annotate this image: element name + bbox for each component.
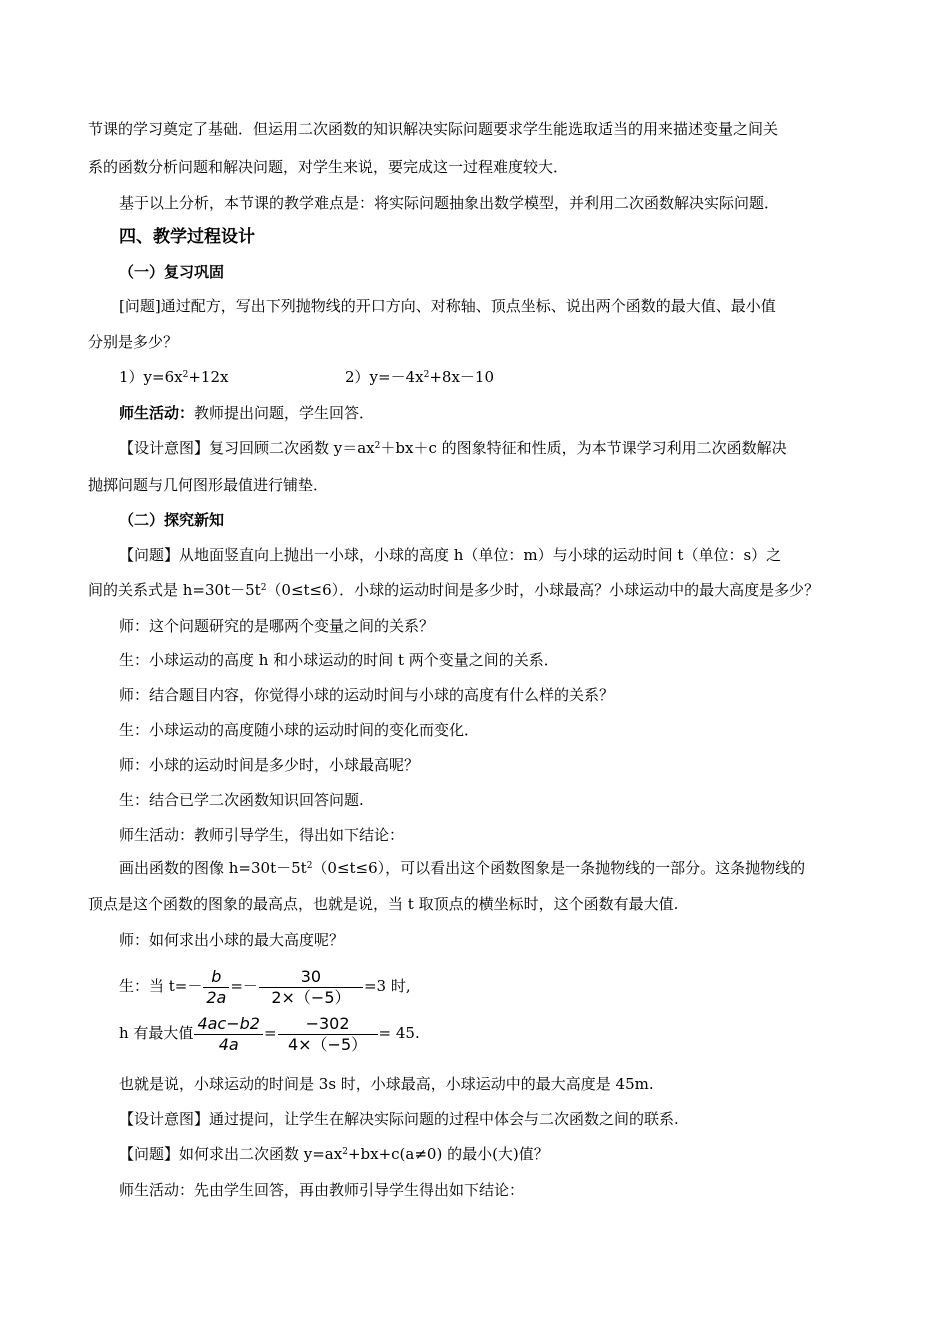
question-line: 【问题】如何求出二次函数 $y=ax^2+bx+c(a\ne 0)$ 的最小(大)值？ xyxy=(119,1145,549,1163)
equation-2: $2)y=-4x^2+8x-10$ xyxy=(345,368,494,386)
fraction-b-over-2a: $\frac{b}{2a}$ xyxy=(203,967,229,1008)
subsection-heading: （二）探究新知 xyxy=(119,511,225,529)
question-line: 间的关系式是 $h=30t-5t^2(0\le t\le 6)$．小球的运动时间是多少时，小球最高？小球运动中的最大高度是多少？ xyxy=(88,581,820,599)
paragraph-line: 基于以上分析，本节课的教学难点是：将实际问题抽象出数学模型，并利用二次函数解决实际问题． xyxy=(119,194,780,212)
equation-1: $1)y=6x^2+12x$ xyxy=(119,368,229,386)
activity-line: 师生活动：教师提出问题，学生回答． xyxy=(119,404,375,422)
design-intent-cont: 抛掷问题与几何图形最值进行铺垫． xyxy=(88,476,329,494)
formula-vertex-t: 生：当 t=－ $\frac{b}{2a}$ =－ $\frac{30}{2\times(-5)}$ =3 时, xyxy=(119,966,411,1007)
dialogue-line: 师：如何求出小球的最大高度呢？ xyxy=(119,931,345,949)
design-intent: 【设计意图】通过提问，让学生在解决实际问题的过程中体会与二次函数之间的联系. xyxy=(119,1110,679,1128)
section-heading: 四、教学过程设计 xyxy=(119,227,255,247)
question-line: [问题]通过配方，写出下列抛物线的开口方向、对称轴、顶点坐标、说出两个函数的最大值、最小值 xyxy=(119,297,776,315)
dialogue-line: 生：结合已学二次函数知识回答问题. xyxy=(119,791,364,809)
dialogue-line: 师：这个问题研究的是哪两个变量之间的关系？ xyxy=(119,617,435,635)
subsection-heading: （一）复习巩固 xyxy=(119,263,225,281)
dialogue-line: 师：小球的运动时间是多少时，小球最高呢？ xyxy=(119,756,420,774)
activity-line: 师生活动：先由学生回答，再由教师引导学生得出如下结论： xyxy=(119,1181,525,1199)
design-intent: 【设计意图】复习回顾二次函数 $y=ax^2+bx+c$ 的图象特征和性质，为本节课学习利用二次函数解决 xyxy=(119,439,787,457)
question-line: 【问题】从地面竖直向上抛出一小球，小球的高度 h（单位：m）与小球的运动时间 t（单位：s）之 xyxy=(119,546,782,564)
dialogue-line: 生：小球运动的高度 h 和小球运动的时间 t 两个变量之间的关系． xyxy=(119,651,559,669)
dialogue-line: 师：结合题目内容，你觉得小球的运动时间与小球的高度有什么样的关系？ xyxy=(119,686,615,704)
paragraph-line: 节课的学习奠定了基础．但运用二次函数的知识解决实际问题要求学生能选取适当的用来描述变量之间关 xyxy=(88,120,779,138)
dialogue-line: 生：小球运动的高度随小球的运动时间的变化而变化． xyxy=(119,721,480,739)
paragraph-line: 系的函数分析问题和解决问题，对学生来说，要完成这一过程难度较大． xyxy=(88,158,569,176)
conclusion-line: 顶点是这个函数的图象的最高点，也就是说，当 t 取顶点的横坐标时，这个函数有最大值. xyxy=(88,895,679,913)
conclusion-line: 画出函数的图像 $h=30t-5t^2(0\le t\le 6)$，可以看出这个函数图象是一条抛物线的一部分。这条抛物线的 xyxy=(119,859,806,877)
conclusion-line: 也就是说，小球运动的时间是 3s 时，小球最高，小球运动中的最大高度是 45m. xyxy=(119,1075,654,1093)
fraction-30-over-denominator: $\frac{30}{2\times(-5)}$ xyxy=(259,967,363,1008)
fraction-4ac-b2-over-4a: $\frac{4ac-b2}{4a}$ xyxy=(194,1014,263,1055)
dialogue-line: 师生活动：教师引导学生，得出如下结论： xyxy=(119,826,405,844)
fraction-302-over-denominator: $\frac{-302}{4\times(-5)}$ xyxy=(278,1014,378,1055)
formula-max-height: h 有最大值 $\frac{4ac-b2}{4a}$ = $\frac{-302}{4\times(-5)}$ = 45. xyxy=(119,1013,420,1054)
question-line: 分别是多少？ xyxy=(88,333,179,351)
